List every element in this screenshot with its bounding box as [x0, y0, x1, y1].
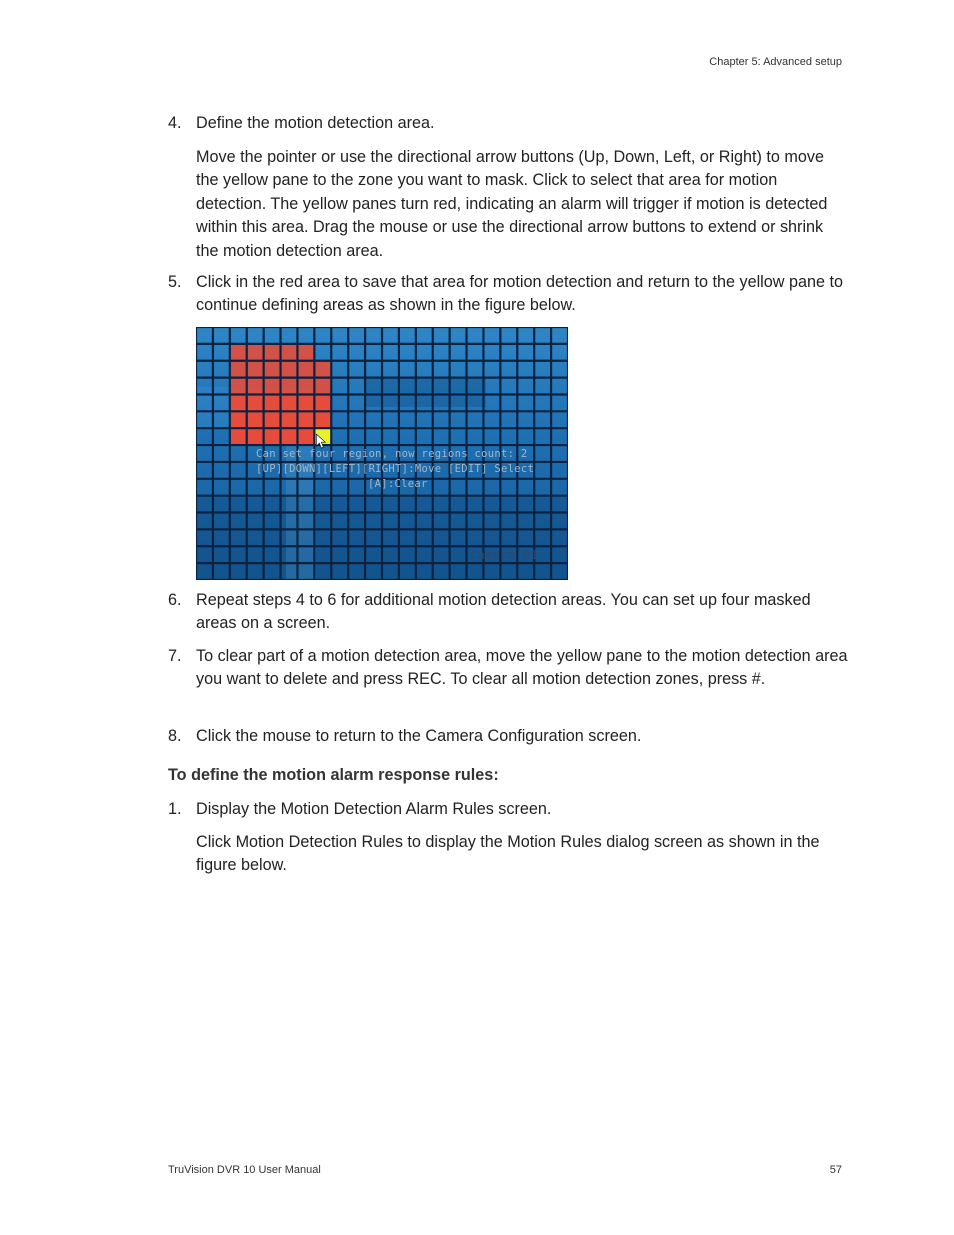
selected-cell[interactable]	[281, 378, 298, 395]
selected-cell[interactable]	[281, 344, 298, 361]
selected-cell[interactable]	[281, 411, 298, 428]
selected-cell[interactable]	[230, 411, 247, 428]
selected-cell[interactable]	[247, 361, 264, 378]
step-6	[168, 589, 848, 636]
selected-cell[interactable]	[264, 394, 281, 411]
step-number: 7.	[168, 647, 182, 665]
selected-cell[interactable]	[230, 361, 247, 378]
step-number: 8.	[168, 727, 182, 745]
step-text: Click in the red area to save that area for motion detection and return to the yellow pane to continue defining areas as shown in the figure below.	[196, 273, 843, 315]
step-text: To clear part of a motion detection area, move the yellow pane to the motion detection area you want to delete and press REC. To clear all motion detection zones, press #.	[196, 647, 848, 689]
selected-cell[interactable]	[314, 378, 331, 395]
step-number: 4.	[168, 114, 182, 132]
selected-cell[interactable]	[281, 428, 298, 445]
selected-cell[interactable]	[314, 411, 331, 428]
step-number: 6.	[168, 591, 182, 609]
step-5	[168, 271, 848, 318]
selected-cell[interactable]	[247, 344, 264, 361]
selected-cell[interactable]	[264, 411, 281, 428]
selected-cell[interactable]	[281, 361, 298, 378]
selected-cell[interactable]	[264, 344, 281, 361]
footer-manual-title: TruVision DVR 10 User Manual	[168, 1164, 321, 1176]
section-heading: To define the motion alarm response rules:	[168, 766, 499, 784]
selected-cell[interactable]	[281, 394, 298, 411]
selected-cell[interactable]	[247, 411, 264, 428]
rules-step-1-detail: Click Motion Detection Rules to display the Motion Rules dialog screen as shown in the figure below.	[196, 833, 820, 875]
selected-cell[interactable]	[247, 428, 264, 445]
selected-cell[interactable]	[297, 411, 314, 428]
selected-cell[interactable]	[230, 378, 247, 395]
selected-cell[interactable]	[230, 394, 247, 411]
selected-cell[interactable]	[230, 428, 247, 445]
step-8	[168, 725, 848, 748]
background-shape	[366, 377, 486, 407]
rules-step-1	[168, 798, 848, 821]
osd-controls: [UP][DOWN][LEFT][RIGHT]:Move [EDIT] Select	[256, 463, 535, 475]
selected-cell[interactable]	[247, 378, 264, 395]
selected-cell[interactable]	[230, 344, 247, 361]
selected-cell[interactable]	[314, 394, 331, 411]
step-text: Click the mouse to return to the Camera Configuration screen.	[196, 727, 642, 745]
step-text: Repeat steps 4 to 6 for additional motion detection areas. You can set up four masked areas on a screen.	[196, 591, 811, 633]
selected-cell[interactable]	[297, 378, 314, 395]
selected-cell[interactable]	[297, 344, 314, 361]
chapter-header: Chapter 5: Advanced setup	[709, 56, 842, 68]
step-4-detail: Move the pointer or use the directional arrow buttons (Up, Down, Left, or Right) to move the yellow pane to the zone you want to mask. Click to select that area for motion detection. The yellow panes turn red, indicating an alarm will trigger if motion is detected within this area. Drag the mouse or use the directional arrow buttons to extend or shrink the motion detection area.	[196, 148, 828, 260]
selected-cell[interactable]	[297, 361, 314, 378]
step-number: 1.	[168, 800, 182, 818]
osd-region-count: Can set four region, now regions count: 2	[256, 448, 528, 460]
selected-cell[interactable]	[247, 394, 264, 411]
osd-clear: [A]:Clear	[368, 478, 428, 490]
footer-page-number: 57	[829, 1164, 842, 1176]
step-text: Define the motion detection area.	[196, 114, 435, 132]
selected-cell[interactable]	[264, 428, 281, 445]
selected-cell[interactable]	[297, 394, 314, 411]
step-7	[168, 645, 848, 692]
selected-cell[interactable]	[264, 378, 281, 395]
step-4	[168, 112, 848, 135]
camera-label: Camera 01	[470, 548, 538, 562]
selected-cell[interactable]	[297, 428, 314, 445]
step-text: Display the Motion Detection Alarm Rules screen.	[196, 800, 552, 818]
selected-cell[interactable]	[264, 361, 281, 378]
step-number: 5.	[168, 273, 182, 291]
selected-cell[interactable]	[314, 361, 331, 378]
motion-grid-figure	[196, 327, 568, 580]
